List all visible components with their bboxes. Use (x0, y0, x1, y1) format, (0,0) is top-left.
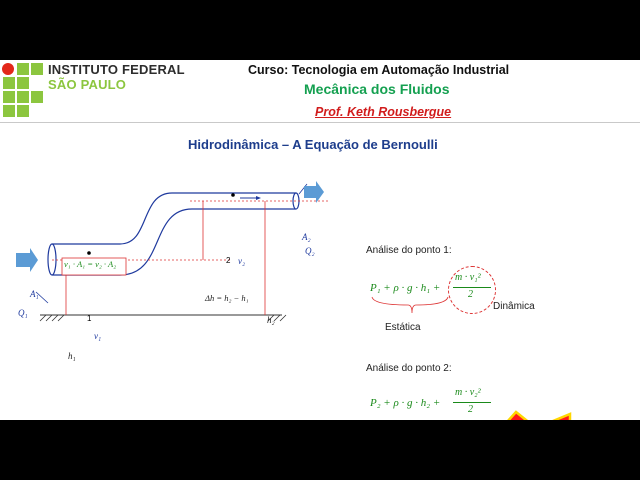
institute-campus: SÃO PAULO (48, 77, 127, 92)
label-point-1: 1 (87, 314, 92, 323)
point-1-dynamic-numerator: m · v₁² (455, 272, 481, 283)
point-1-title: Análise do ponto 1: (366, 245, 452, 256)
label-point-2: 2 (226, 256, 231, 265)
static-label: Estática (385, 322, 421, 333)
slide-title: Hidrodinâmica – A Equação de Bernoulli (188, 137, 438, 152)
top-letterbox (0, 0, 640, 60)
point-2-dynamic-denominator: 2 (468, 404, 473, 415)
point-2-dynamic-numerator: m · v₂² (455, 387, 481, 398)
label-q2: Q₂ (305, 246, 315, 256)
point-1-dynamic-denominator: 2 (468, 289, 473, 300)
static-brace (370, 295, 450, 319)
professor-name: Prof. Keth Rousbergue (315, 105, 452, 119)
slide (0, 60, 640, 420)
subject-title: Mecânica dos Fluidos (304, 81, 450, 97)
bottom-letterbox (0, 420, 640, 480)
institute-name: INSTITUTO FEDERAL (48, 62, 185, 77)
header-divider (0, 122, 640, 123)
point-2-marker (231, 193, 235, 197)
inflow-arrow (16, 248, 38, 272)
continuity-equation: v₁ · A₁ = v₂ · A₂ (64, 259, 117, 269)
ifsp-logo (0, 60, 48, 120)
label-h1: h₁ (68, 351, 76, 361)
inlet-section (48, 244, 56, 275)
point-1-fraction-bar (453, 287, 491, 288)
label-v2: v₂ (238, 256, 246, 266)
label-q1: Q₁ (18, 308, 28, 318)
label-a1: A₁ (30, 289, 39, 299)
label-a2: A₂ (302, 232, 311, 242)
logo-red-dot (2, 63, 14, 75)
pipe-diagram (0, 165, 360, 325)
course-title: Curso: Tecnologia em Automação Industrial (248, 63, 510, 77)
point-2-title: Análise do ponto 2: (366, 363, 452, 374)
label-h2: h₂ (267, 315, 275, 325)
point-1-static-terms: P₁ + ρ · g · h₁ + (370, 282, 441, 294)
label-delta-h: Δh = h₂ − h₁ (205, 293, 249, 303)
point-2-fraction-bar (453, 402, 491, 403)
point-1-marker (87, 251, 91, 255)
point-2-static-terms: P₂ + ρ · g · h₂ + (370, 397, 441, 409)
label-v1: v₁ (94, 331, 102, 341)
dynamic-label: Dinâmica (493, 301, 535, 312)
